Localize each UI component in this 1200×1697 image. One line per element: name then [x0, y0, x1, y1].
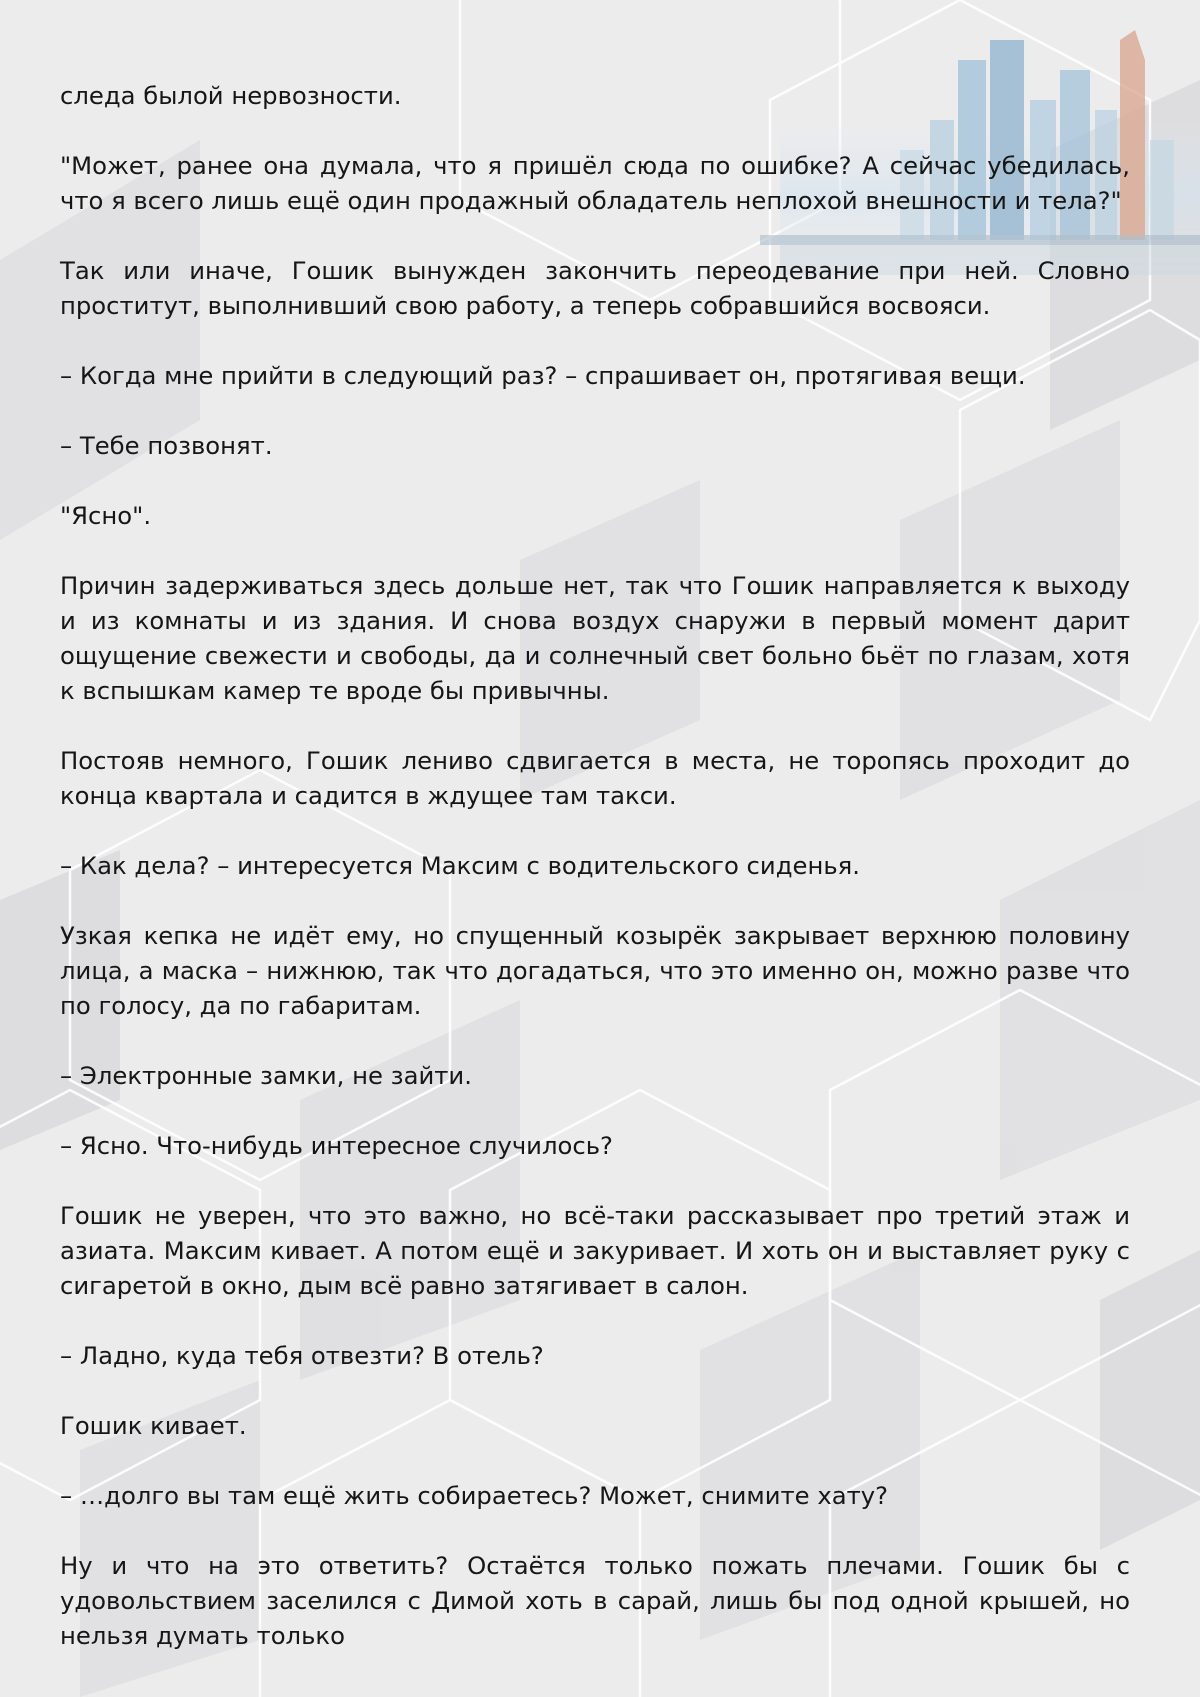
paragraph-14: – Ладно, куда тебя отвезти? В отель?: [60, 1341, 544, 1370]
paragraph-8: Постояв немного, Гошик лениво сдвигается в места, не торопясь проходит до конца квартала и садится в ждущее там такси.: [60, 746, 1130, 810]
paragraph-12: – Ясно. Что-нибудь интересное случилось?: [60, 1131, 613, 1160]
paragraph-5: – Тебе позвонят.: [60, 431, 273, 460]
document-page: [60, 78, 1130, 1653]
paragraph-4: – Когда мне прийти в следующий раз? – спрашивает он, протягивая вещи.: [60, 361, 1026, 390]
paragraph-6: "Ясно".: [60, 501, 152, 530]
paragraph-2: "Может, ранее она думала, что я пришёл сюда по ошибке? А сейчас убедилась, что я всего лишь ещё один продажный обладатель неплохой внешности и тела?": [60, 151, 1130, 215]
paragraph-15: Гошик кивает.: [60, 1411, 247, 1440]
paragraph-1: следа былой нервозности.: [60, 81, 402, 110]
paragraph-13: Гошик не уверен, что это важно, но всё-таки рассказывает про третий этаж и азиата. Максим кивает. А потом ещё и закуривает. И хоть он и выставляет руку с сигаретой в окно, дым всё равно затягивает в салон.: [60, 1201, 1130, 1300]
paragraph-3: Так или иначе, Гошик вынужден закончить переодевание при ней. Словно проститут, выполнивший свою работу, а теперь собравшийся восвояси.: [60, 256, 1130, 320]
paragraph-9: – Как дела? – интересуется Максим с водительского сиденья.: [60, 851, 860, 880]
paragraph-11: – Электронные замки, не зайти.: [60, 1061, 472, 1090]
paragraph-17: Ну и что на это ответить? Остаётся только пожать плечами. Гошик бы с удовольствием заселился с Димой хоть в сарай, лишь бы под одной крышей, но нельзя думать только: [60, 1551, 1130, 1650]
paragraph-10: Узкая кепка не идёт ему, но спущенный козырёк закрывает верхнюю половину лица, а маска – нижнюю, так что догадаться, что это именно он, можно разве что по голосу, да по габаритам.: [60, 921, 1130, 1020]
paragraph-7: Причин задерживаться здесь дольше нет, так что Гошик направляется к выходу и из комнаты и из здания. И снова воздух снаружи в первый момент дарит ощущение свежести и свободы, да и солнечный свет больно бьёт по глазам, хотя к вспышкам камер те вроде бы привычны.: [60, 571, 1130, 705]
paragraph-16: – …долго вы там ещё жить собираетесь? Может, снимите хату?: [60, 1481, 889, 1510]
